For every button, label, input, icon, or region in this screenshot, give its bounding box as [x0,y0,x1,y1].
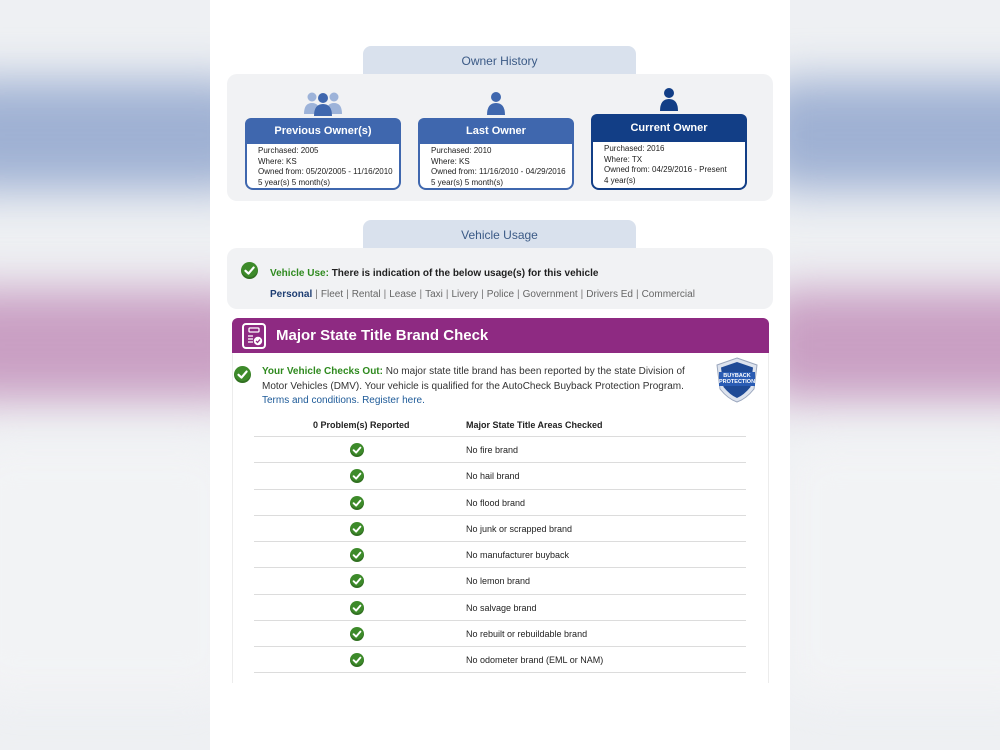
owner-where: Where: TX [604,154,643,164]
owner-purchased: Purchased: 2005 [258,146,319,155]
badge-text: BUYBACK PROTECTION [719,373,756,385]
row-label: No fire brand [466,445,519,455]
usage-type: Government [522,289,578,300]
owner-details [591,142,747,190]
terms-link[interactable]: Terms and conditions. [262,395,360,406]
owner-history-tab: Owner History [363,46,636,74]
row-label: No junk or scrapped brand [466,523,573,534]
owner-details [245,144,401,190]
usage-statement [270,268,598,279]
check-icon [350,627,364,641]
row-label: No flood brand [466,497,526,508]
check-icon [241,262,258,279]
owner-label: Last Owner [418,118,574,144]
owner-duration: 4 year(s) [604,175,636,185]
usage-label: Vehicle Use: [270,268,329,279]
usage-type: Taxi [425,289,443,300]
row-label: No odometer brand (EML or NAM) [466,655,604,666]
table-row [254,436,746,462]
row-label: No lemon brand [466,576,531,587]
table-row [254,646,746,672]
areas-checked-header: Major State Title Areas Checked [466,420,603,430]
owner-purchased: Purchased: 2010 [431,146,492,155]
usage-type: Personal [270,289,313,300]
usage-type: Rental [351,289,381,300]
vehicle-usage-tab: Vehicle Usage [363,220,636,248]
check-icon [350,574,364,588]
title-brand-title: Major State Title Brand Check [276,327,489,344]
table-row [254,620,746,646]
table-row [254,541,746,567]
table-row [254,515,746,541]
problems-reported-header: 0 Problem(s) Reported [313,420,410,430]
row-label: No manufacturer buyback [466,550,570,561]
usage-type: Commercial [641,289,695,300]
owner-where: Where: KS [258,156,297,166]
check-icon [350,522,364,536]
row-label: No salvage brand [466,602,537,613]
check-icon [350,443,364,457]
checks-out-message [262,365,702,409]
owner-label: Previous Owner(s) [245,118,401,144]
table-row [254,489,746,515]
person-icon [418,90,574,116]
check-icon [350,496,364,510]
table-row [254,462,746,488]
check-icon [350,548,364,562]
owner-duration: 5 year(s) 5 month(s) [258,177,331,187]
owner-purchased: Purchased: 2016 [604,144,665,153]
row-label: No hail brand [466,471,520,482]
owner-history-panel [227,74,773,201]
owner-where: Where: KS [431,156,470,166]
owner-duration: 5 year(s) 5 month(s) [431,177,504,187]
checks-out-text: No major state title brand has been reported by the state Division of Motor Vehicles (DMV). Your vehicle is qualified for the AutoCheck Buyback Protection Program. [262,366,685,392]
usage-type-list: Personal | Fleet | Rental | Lease | Taxi | Livery | Police | Government | Drivers Ed | Commercial [270,289,695,300]
usage-type: Lease [389,289,417,300]
check-icon [234,366,251,383]
owner-details [418,144,574,190]
table-row [254,594,746,620]
checklist-document-icon [242,323,266,349]
owner-owned-from: Owned from: 05/20/2005 - 11/16/2010 [258,167,393,176]
usage-type: Fleet [320,289,344,300]
person-icon [591,86,747,112]
usage-type: Drivers Ed [586,289,633,300]
buyback-protection-badge-icon [713,356,761,404]
table-row [254,567,746,593]
owner-owned-from: Owned from: 04/29/2016 - Present [604,165,727,174]
check-icon [350,653,364,667]
people-group-icon [245,90,401,116]
usage-type: Livery [451,289,479,300]
row-label: No rebuilt or rebuildable brand [466,629,588,640]
register-link[interactable]: Register here. [362,395,425,406]
owner-label: Current Owner [591,114,747,142]
check-icon [350,469,364,483]
checks-out-label: Your Vehicle Checks Out: [262,366,383,377]
title-brand-header [232,318,769,353]
vehicle-usage-panel [227,248,773,309]
report-page [210,0,790,750]
check-icon [350,601,364,615]
title-brand-table [254,436,746,673]
usage-text: There is indication of the below usage(s) for this vehicle [331,268,599,279]
owner-owned-from: Owned from: 11/16/2010 - 04/29/2016 [431,167,566,176]
usage-type: Police [486,289,515,300]
